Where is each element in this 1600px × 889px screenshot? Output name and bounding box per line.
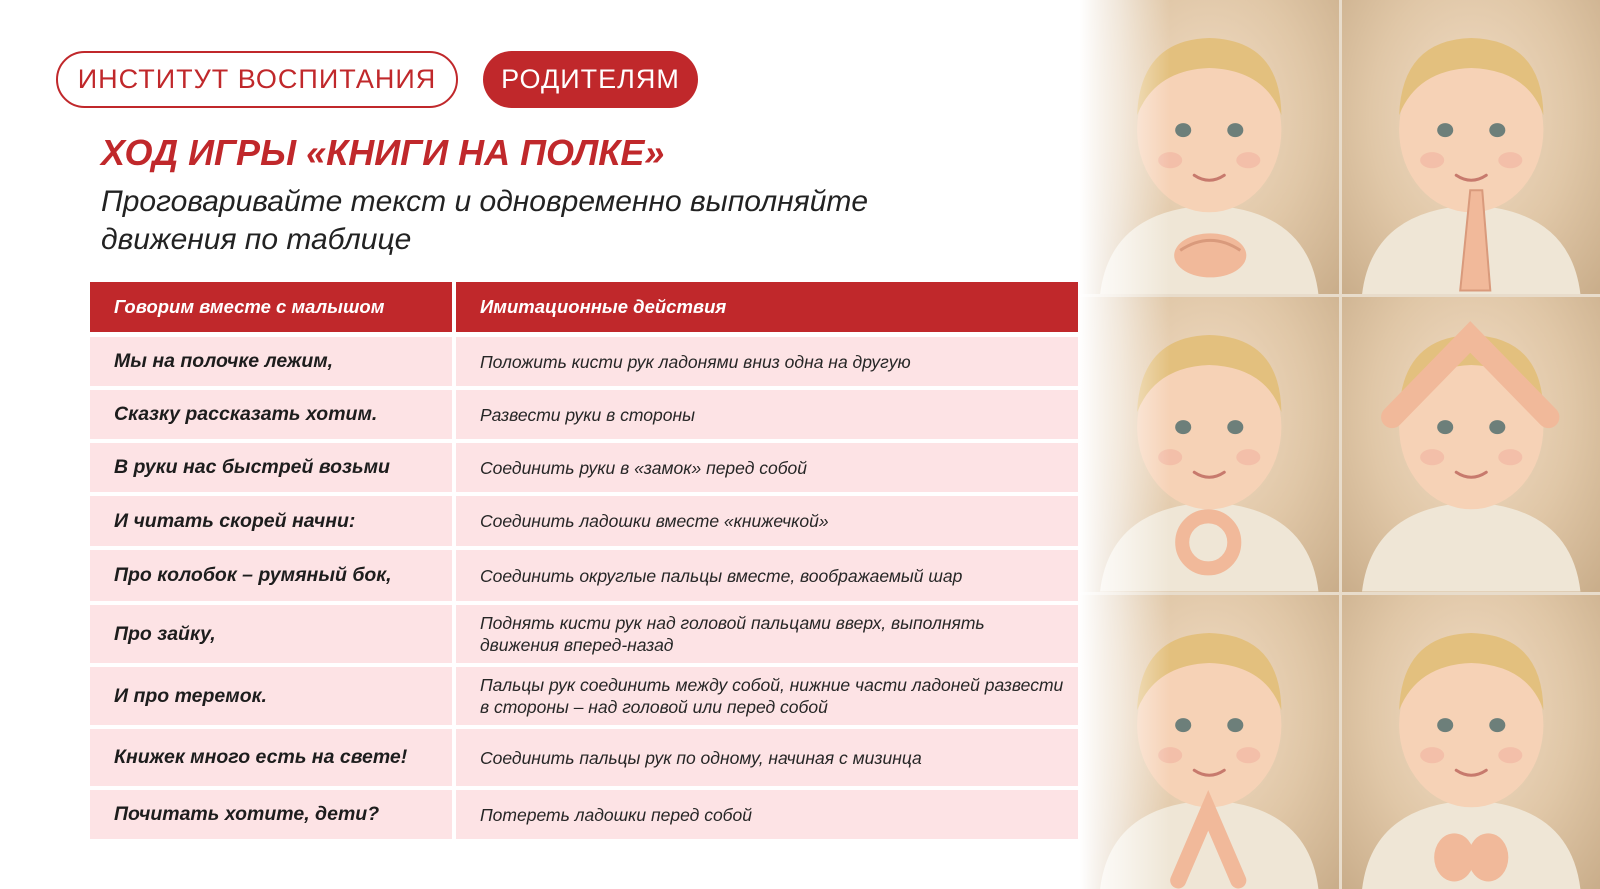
- say-cell: В руки нас быстрей возьми: [90, 443, 452, 492]
- say-cell: И читать скорей начни:: [90, 496, 452, 546]
- say-cell: Сказку рассказать хотим.: [90, 390, 452, 439]
- action-cell: Соединить округлые пальцы вместе, воображаемый шар: [456, 550, 1078, 601]
- page-title: ХОД ИГРЫ «КНИГИ НА ПОЛКЕ»: [101, 132, 665, 173]
- action-cell: Поднять кисти рук над головой пальцами вверх, выполнять движения вперед-назад: [456, 605, 1078, 663]
- photo-grid: [1080, 0, 1600, 889]
- parents-badge: РОДИТЕЛЯМ: [483, 51, 698, 108]
- column-header-action: Имитационные действия: [456, 282, 1078, 332]
- column-header-say: Говорим вместе с малышом: [90, 282, 452, 332]
- action-cell: Соединить руки в «замок» перед собой: [456, 443, 1078, 492]
- say-cell: Про зайку,: [90, 605, 452, 663]
- action-cell: Положить кисти рук ладонями вниз одна на другую: [456, 337, 1078, 386]
- table-row: [90, 790, 1078, 839]
- action-cell: Соединить пальцы рук по одному, начиная с мизинца: [456, 729, 1078, 786]
- action-cell: Соединить ладошки вместе «книжечкой»: [456, 496, 1078, 546]
- action-cell: Потереть ладошки перед собой: [456, 790, 1078, 839]
- institute-label: ИНСТИТУТ ВОСПИТАНИЯ: [56, 51, 458, 108]
- table-row: [90, 550, 1078, 601]
- table-row: [90, 729, 1078, 786]
- table-row: [90, 605, 1078, 663]
- table-row: [90, 667, 1078, 725]
- game-table: [90, 282, 1078, 843]
- action-cell: Развести руки в стороны: [456, 390, 1078, 439]
- table-header-row: [90, 282, 1078, 332]
- table-row: [90, 443, 1078, 492]
- child-photo-fingers-tent: [1080, 595, 1339, 889]
- child-photo-hands-over-head: [1342, 297, 1600, 591]
- action-cell: Пальцы рук соединить между собой, нижние части ладоней развести в стороны – над головой или перед собой: [456, 667, 1078, 725]
- table-row: [90, 390, 1078, 439]
- child-photo-round-fingers: [1080, 297, 1339, 591]
- child-photo-palms-together: [1342, 0, 1600, 294]
- table-row: [90, 496, 1078, 546]
- say-cell: Про колобок – румяный бок,: [90, 550, 452, 601]
- child-photo-fists-together: [1342, 595, 1600, 889]
- say-cell: Книжек много есть на свете!: [90, 729, 452, 786]
- table-row: [90, 337, 1078, 386]
- say-cell: Почитать хотите, дети?: [90, 790, 452, 839]
- say-cell: Мы на полочке лежим,: [90, 337, 452, 386]
- say-cell: И про теремок.: [90, 667, 452, 725]
- page-subtitle: Проговаривайте текст и одновременно выполняйте движения по таблице: [101, 185, 869, 256]
- child-photo-hands-clasped: [1080, 0, 1339, 294]
